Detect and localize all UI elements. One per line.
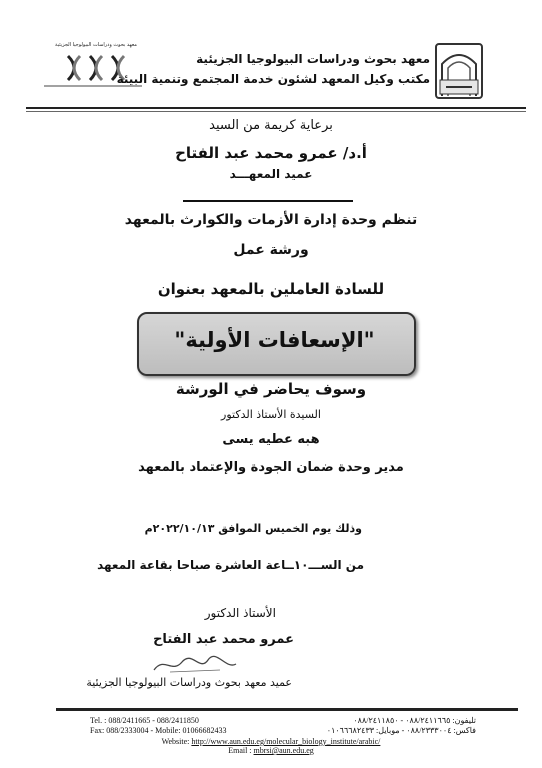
signatory-title: الأستاذ الدكتور [204, 606, 276, 620]
section-divider [183, 200, 353, 202]
speaker-role: مدير وحدة ضمان الجودة والإعتماد بالمعهد [138, 460, 404, 475]
event-title: "الإسعافات الأولية" [174, 328, 375, 352]
dna-helix-logo [38, 38, 148, 102]
office-name: مكتب وكيل المعهد لشئون خدمة المجتمع وتنمية البيئة [116, 72, 430, 86]
footer-fax-en: Fax: 088/2333004 - Mobile: 01066682433 [90, 726, 227, 735]
website-link[interactable]: http://www.aun.edu.eg/molecular_biology_institute/arabic/ [191, 737, 381, 746]
institute-name: معهد بحوث ودراسات البيولوجيا الجزيئية [196, 52, 430, 66]
patron-name: أ.د/ عمرو محمد عبد الفتاح [175, 144, 367, 162]
footer-email: Email : mbrsi@aun.edu.eg [228, 746, 314, 755]
event-type: ورشة عمل [233, 242, 309, 258]
footer-phone-en: Tel. : 088/2411665 - 088/2411850 [90, 716, 199, 725]
organizer-line: تنظم وحدة إدارة الأزمات والكوارث بالمعهد [124, 212, 418, 228]
speaker-intro: وسوف يحاضر في الورشة [175, 380, 367, 398]
university-gate-logo [430, 40, 488, 102]
svg-text:معهد بحوث ودراسات البيولوجيا ا: معهد بحوث ودراسات البيولوجيا الجزيئية [55, 42, 137, 48]
footer-website: Website: http://www.aun.edu.eg/molecular_biology_institute/arabic/ [161, 737, 381, 746]
email-link[interactable]: mbrsi@aun.edu.eg [253, 746, 314, 755]
header-divider [26, 107, 526, 109]
footer-fax-ar: فاكس: ٠٨٨/٢٣٣٣٠٠٤ - موبايل: ٠١٠٦٦٦٨٢٤٣٣ [326, 726, 476, 735]
signatory-name: عمرو محمد عبد الفتاح [153, 632, 294, 647]
footer-phone-ar: تليفون: ٠٨٨/٢٤١١٦٦٥ - ٠٨٨/٢٤١١٨٥٠ [353, 716, 476, 725]
header-divider-thin [26, 111, 526, 112]
speaker-honorific: السيدة الأستاذ الدكتور [221, 408, 321, 421]
event-time-place: من الســـ١٠ــاعة العاشرة صباحا بقاعة المعهد [97, 558, 364, 572]
speaker-name: هبه عطيه يسى [222, 432, 320, 447]
handwritten-signature [150, 652, 240, 678]
patronage-intro: برعاية كريمة من السيد [209, 118, 333, 133]
audience-line: للسادة العاملين بالمعهد بعنوان [157, 280, 385, 298]
signatory-role: عميد معهد بحوث ودراسات البيولوجيا الجزيئية [86, 676, 292, 689]
footer-divider [56, 708, 518, 711]
patron-title: عميد المعهـــد [229, 167, 313, 181]
event-date: وذلك يوم الخميس الموافق ٢٠٢٢/١٠/١٣م [144, 522, 362, 535]
